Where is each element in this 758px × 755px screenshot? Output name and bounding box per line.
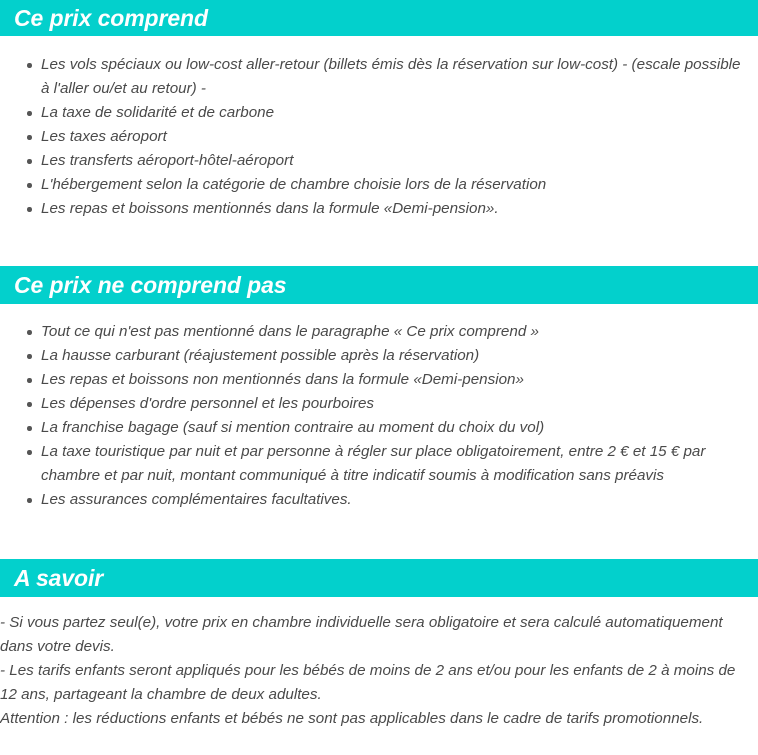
section-body-ce-prix-ne-comprend-pas — [0, 320, 758, 512]
list-item: Tout ce qui n'est pas mentionné dans le paragraphe « Ce prix comprend » — [0, 320, 758, 344]
list-item: Les repas et boissons mentionnés dans la formule «Demi-pension». — [0, 197, 758, 221]
list-item: La taxe de solidarité et de carbone — [0, 101, 758, 125]
spacer — [0, 304, 758, 320]
list-item: La hausse carburant (réajustement possible après la réservation) — [0, 344, 758, 368]
section-header-a-savoir — [0, 559, 758, 597]
list-item: Les taxes aéroport — [0, 125, 758, 149]
list-item: Les transferts aéroport-hôtel-aéroport — [0, 149, 758, 173]
note-paragraph: - Les tarifs enfants seront appliqués pour les bébés de moins de 2 ans et/ou pour les enfants de 2 à moins de 12 ans, partageant la chambre de deux adultes. — [0, 662, 736, 703]
list-item: L'hébergement selon la catégorie de chambre choisie lors de la réservation — [0, 173, 758, 197]
note-paragraph: - Si vous partez seul(e), votre prix en chambre individuelle sera obligatoire et sera calculé automatiquement dans votre devis. — [0, 614, 723, 655]
section-body-a-savoir — [0, 611, 758, 731]
spacer — [0, 597, 758, 611]
spacer — [0, 221, 758, 266]
note-paragraph: Attention : les réductions enfants et bébés ne sont pas applicables dans le cadre de tarifs promotionnels. — [0, 710, 704, 727]
spacer — [0, 36, 758, 53]
included-list — [0, 53, 758, 221]
section-title: A savoir — [14, 564, 104, 591]
section-title: Ce prix comprend — [14, 4, 208, 31]
list-item: La franchise bagage (sauf si mention contraire au moment du choix du vol) — [0, 416, 758, 440]
excluded-list — [0, 320, 758, 512]
section-body-ce-prix-comprend — [0, 53, 758, 221]
list-item: Les repas et boissons non mentionnés dans la formule «Demi-pension» — [0, 368, 758, 392]
list-item: Les vols spéciaux ou low-cost aller-retour (billets émis dès la réservation sur low-cost) - (escale possible à l'aller ou/et au retour) - — [0, 53, 758, 101]
section-title: Ce prix ne comprend pas — [14, 271, 287, 298]
spacer — [0, 512, 758, 559]
list-item: La taxe touristique par nuit et par personne à régler sur place obligatoirement, entre 2 € et 15 € par chambre et par nuit, montant communiqué à titre indicatif soumis à modification sans préavis — [0, 440, 758, 488]
section-header-ce-prix-comprend — [0, 0, 758, 36]
list-item: Les dépenses d'ordre personnel et les pourboires — [0, 392, 758, 416]
section-header-ce-prix-ne-comprend-pas — [0, 266, 758, 304]
list-item: Les assurances complémentaires facultatives. — [0, 488, 758, 512]
